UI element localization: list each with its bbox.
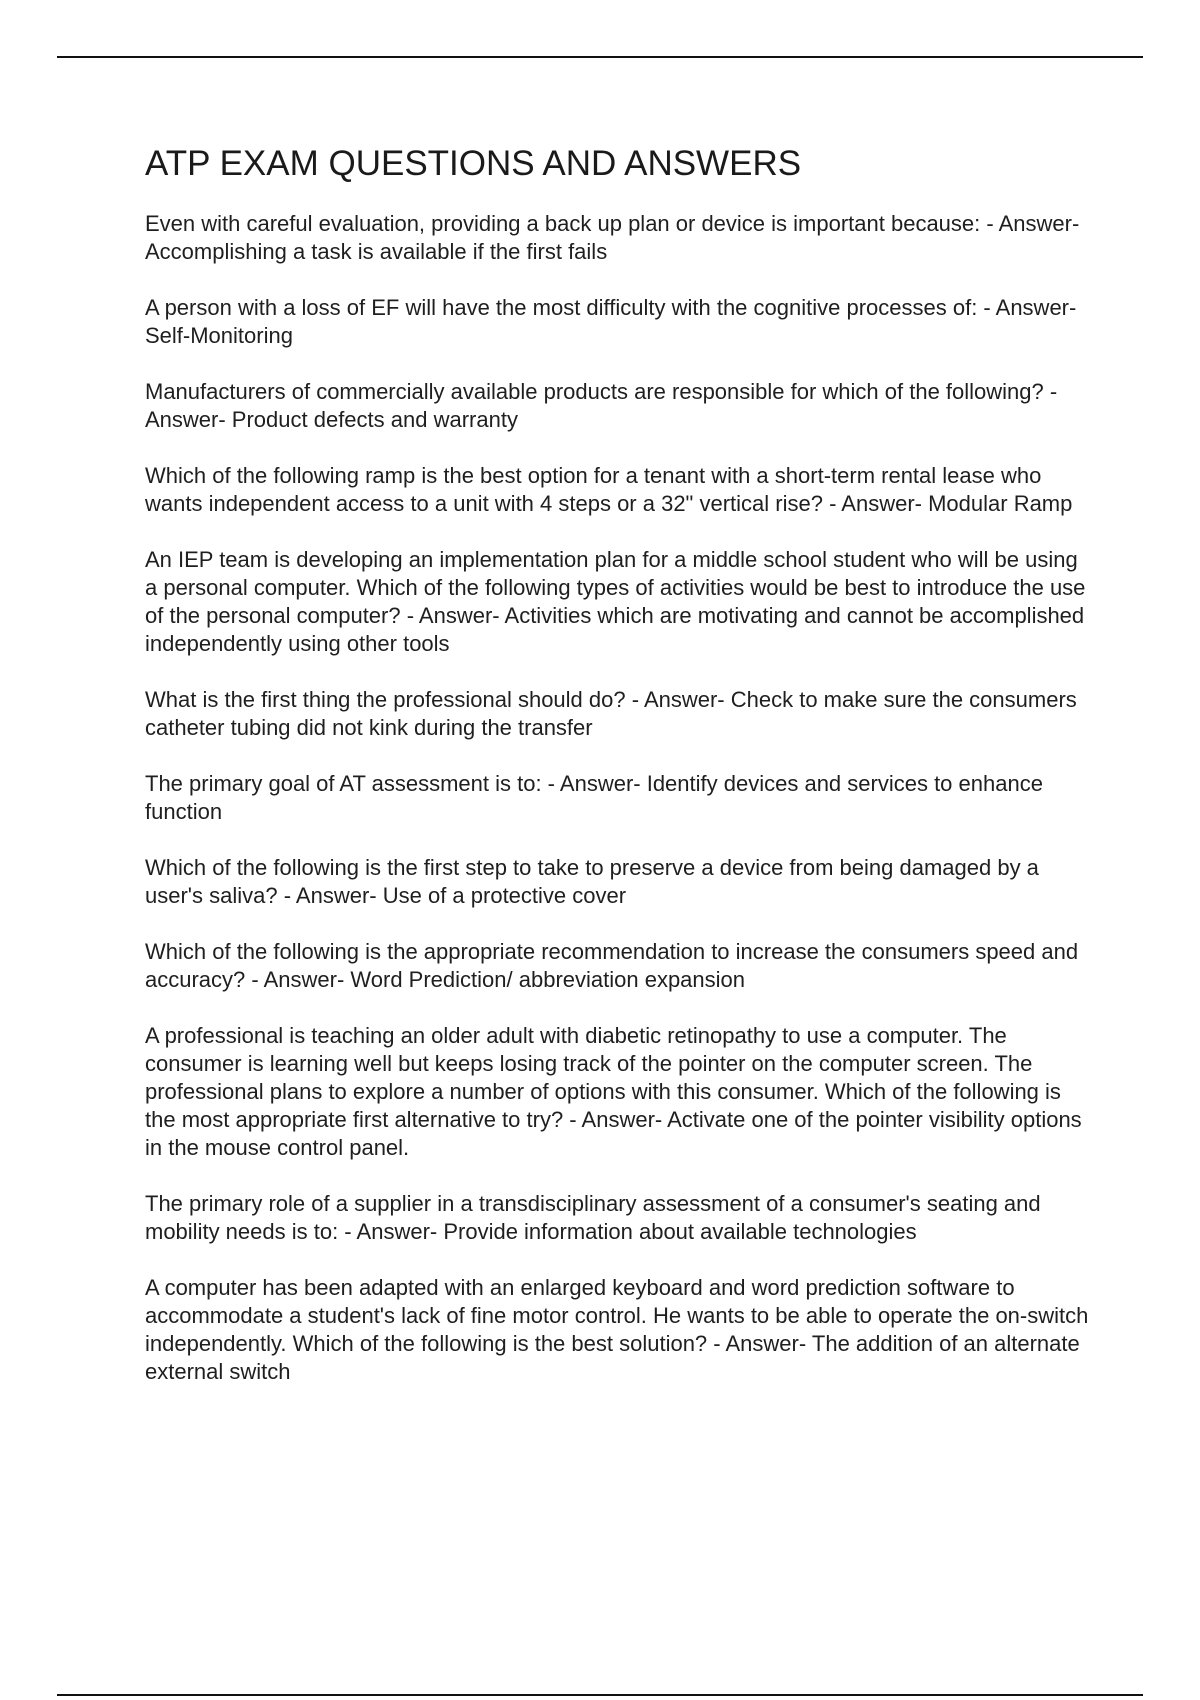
qa-item: A professional is teaching an older adult with diabetic retinopathy to use a computer. The consumer is learning well but keeps losing track of the pointer on the computer screen. The professional plans to explore a number of options with this consumer. Which of the following is the most appropriate first alternative to try? - Answer- Activate one of the pointer visibility options in the mouse control panel.: [145, 1023, 1082, 1160]
qa-item: Which of the following is the first step to take to preserve a device from being damaged by a user's saliva? - Answer- Use of a protective cover: [145, 855, 1039, 908]
qa-item: The primary goal of AT assessment is to: - Answer- Identify devices and services to enhance function: [145, 771, 1043, 824]
document-body: [145, 140, 1095, 1414]
qa-item: Which of the following is the appropriate recommendation to increase the consumers speed and accuracy? - Answer- Word Prediction/ abbreviation expansion: [145, 939, 1079, 992]
bottom-divider: [57, 1694, 1143, 1696]
qa-item: Manufacturers of commercially available products are responsible for which of the following? - Answer- Product defects and warranty: [145, 379, 1058, 432]
qa-list: [145, 210, 1095, 1386]
qa-item: An IEP team is developing an implementation plan for a middle school student who will be using a personal computer. Which of the following types of activities would be best to introduce the use of the personal computer? - Answer- Activities which are motivating and cannot be accomplished independently using other tools: [145, 547, 1086, 656]
qa-item: What is the first thing the professional should do? - Answer- Check to make sure the consumers catheter tubing did not kink during the transfer: [145, 687, 1077, 740]
qa-item: A person with a loss of EF will have the most difficulty with the cognitive processes of: - Answer- Self-Monitoring: [145, 295, 1077, 348]
qa-item: Which of the following ramp is the best option for a tenant with a short-term rental lease who wants independent access to a unit with 4 steps or a 32" vertical rise? - Answer- Modular Ramp: [145, 463, 1073, 516]
qa-item: Even with careful evaluation, providing a back up plan or device is important because: - Answer- Accomplishing a task is available if the first fails: [145, 211, 1080, 264]
qa-item: A computer has been adapted with an enlarged keyboard and word prediction software to accommodate a student's lack of fine motor control. He wants to be able to operate the on-switch independently. Which of the following is the best solution? - Answer- The addition of an alternate external switch: [145, 1275, 1089, 1384]
qa-item: The primary role of a supplier in a transdisciplinary assessment of a consumer's seating and mobility needs is to: - Answer- Provide information about available technologies: [145, 1191, 1041, 1244]
document-title: ATP EXAM QUESTIONS AND ANSWERS: [145, 144, 802, 183]
top-divider: [57, 56, 1143, 58]
